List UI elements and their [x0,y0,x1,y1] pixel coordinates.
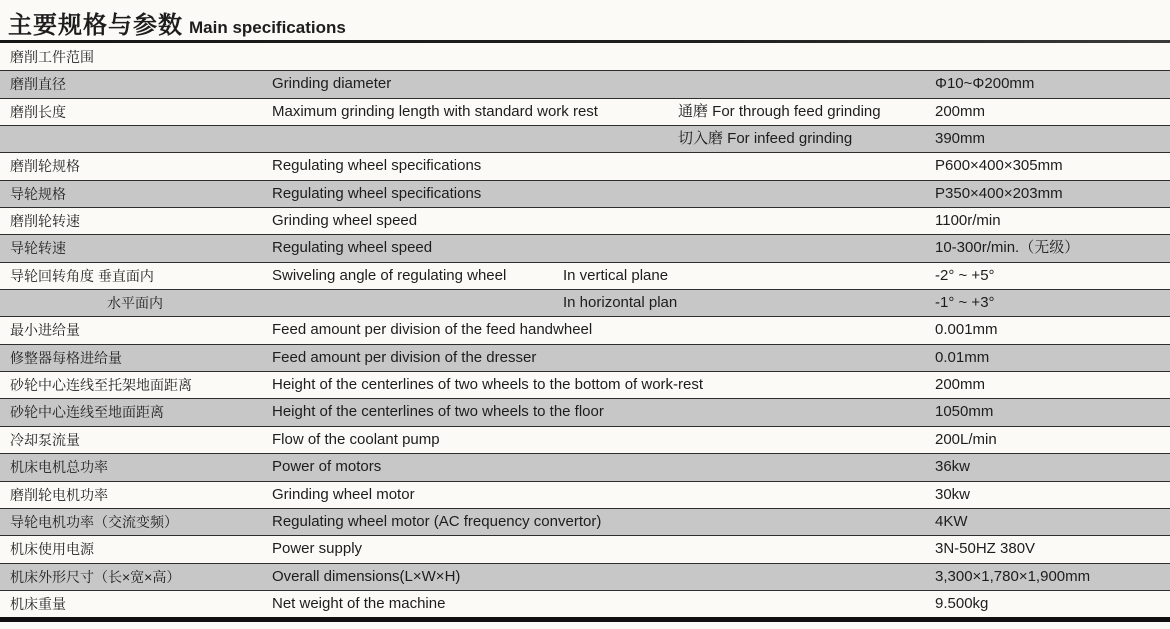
spec-label-en: Height of the centerlines of two wheels to the bottom of work-rest [272,376,704,394]
spec-value: 200mm [935,376,986,394]
spec-label-en: Grinding diameter [272,75,392,93]
table-section-header-row [0,44,1170,71]
spec-label-cn: 机床电机总功率 [10,459,108,476]
table-row [0,290,1170,317]
spec-label-en: Regulating wheel speed [272,239,433,257]
title-divider [0,40,1170,43]
spec-value: 390mm [935,130,986,148]
spec-label-en: Overall dimensions(L×W×H) [272,567,461,585]
spec-label-cn: 砂轮中心连线至地面距离 [10,404,164,421]
table-row [0,564,1170,591]
spec-label-en: Maximum grinding length with standard work rest [272,102,598,120]
spec-label-cn: 机床外形尺寸（长×宽×高） [10,568,181,585]
spec-label-en: Feed amount per division of the dresser [272,348,537,366]
spec-label-cn: 最小进给量 [10,322,80,339]
spec-value: 200L/min [935,430,997,448]
page-title-english: Main specifications [189,18,346,37]
table-row [0,235,1170,262]
spec-value: P350×400×203mm [935,184,1063,202]
spec-value: 1100r/min [935,212,1001,230]
spec-label-cn: 导轮回转角度 垂直面内 [10,267,154,284]
table-row [0,454,1170,481]
spec-label-en: Power of motors [272,458,382,476]
spec-label-en: Net weight of the machine [272,594,446,612]
table-row [0,482,1170,509]
table-bottom-rule [0,617,1170,622]
spec-value: -2° ~ +5° [935,266,995,284]
spec-value: 3,300×1,780×1,900mm [935,567,1091,585]
table-row [0,536,1170,563]
page-title-chinese: 主要规格与参数 [8,12,183,39]
spec-value: 4KW [935,512,968,530]
spec-label-en: Regulating wheel specifications [272,184,482,202]
table-row [0,509,1170,536]
spec-label-en: Swiveling angle of regulating wheel [272,266,507,284]
table-row [0,399,1170,426]
table-row [0,427,1170,454]
spec-label-cn: 修整器每格进给量 [10,349,122,366]
page-title [8,5,346,40]
spec-label-cn: 磨削轮规格 [10,158,80,175]
spec-label-en: Power supply [272,540,363,558]
spec-sublabel: 切入磨 For infeed grinding [678,130,853,148]
table-row [0,153,1170,180]
spec-label-cn: 磨削直径 [10,76,66,93]
spec-label-cn: 机床使用电源 [10,541,94,558]
table-row [0,591,1170,618]
spec-value: 36kw [935,458,971,476]
table-row [0,317,1170,344]
spec-sublabel: 通磨 For through feed grinding [678,102,881,120]
spec-label-en: Regulating wheel specifications [272,157,482,175]
spec-value: 200mm [935,102,986,120]
spec-label-en: Feed amount per division of the feed handwheel [272,321,593,339]
spec-label-en: Flow of the coolant pump [272,430,440,448]
spec-value: Φ10~Φ200mm [935,75,1035,93]
spec-label-cn: 导轮转速 [10,240,66,257]
spec-label-cn: 砂轮中心连线至托架地面距离 [10,377,192,394]
spec-label-cn: 冷却泵流量 [10,431,80,448]
spec-label-en: Height of the centerlines of two wheels to the floor [272,403,604,421]
spec-value: 9.500kg [935,594,989,612]
specifications-table [0,44,1170,618]
spec-sublabel: In horizontal plan [563,294,678,312]
table-row [0,372,1170,399]
table-row [0,71,1170,98]
table-row [0,263,1170,290]
table-row [0,208,1170,235]
spec-label-cn: 磨削长度 [10,103,66,120]
table-row [0,345,1170,372]
spec-sublabel: In vertical plane [563,266,669,284]
spec-label-en: Grinding wheel speed [272,212,418,230]
spec-label-cn: 水平面内 [107,295,163,312]
spec-value: 0.001mm [935,321,998,339]
spec-label-en: Regulating wheel motor (AC frequency convertor) [272,512,602,530]
spec-label-cn: 磨削轮转速 [10,213,80,230]
spec-value: P600×400×305mm [935,157,1063,175]
spec-label-cn: 机床重量 [10,595,66,612]
spec-value: 1050mm [935,403,994,421]
spec-value: 30kw [935,485,971,503]
spec-value: -1° ~ +3° [935,294,995,312]
spec-label-cn: 磨削轮电机功率 [10,486,108,503]
spec-label-cn: 磨削工件范围 [10,49,94,65]
spec-value: 0.01mm [935,348,990,366]
spec-label-cn: 导轮规格 [10,185,66,202]
spec-value: 10-300r/min.（无级） [935,239,1080,257]
table-row [0,181,1170,208]
table-row [0,126,1170,153]
spec-label-en: Grinding wheel motor [272,485,415,503]
spec-label-cn: 导轮电机功率（交流变频） [10,513,178,530]
table-row [0,99,1170,126]
spec-value: 3N-50HZ 380V [935,540,1036,558]
